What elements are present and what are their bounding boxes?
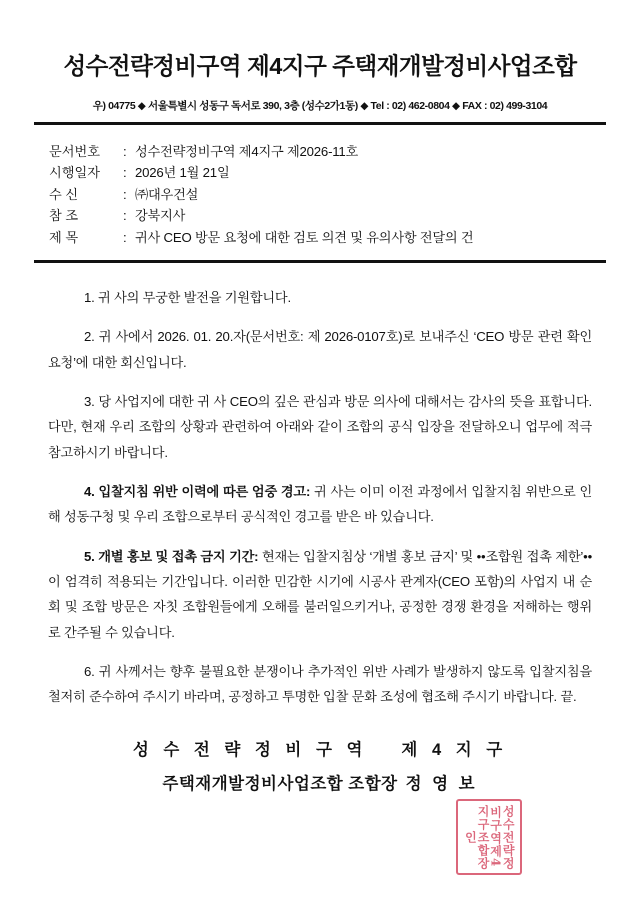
body-paragraph-3: 3. 당 사업지에 대한 귀 사 CEO의 깊은 관심과 방문 의사에 대해서는 감사의 뜻을 표합니다. 다만, 현재 우리 조합의 상황과 관련하여 아래와 같이 조합의 공식 입장을 전달하오니 업무에 적극 참고하시기 바랍니다. <box>48 393 592 460</box>
body-paragraph-5-lead: 5. 개별 홍보 및 접촉 금지 기간: <box>84 548 259 564</box>
body-paragraph-2: 2. 귀 사에서 2026. 01. 20.자(문서번호: 제 2026-0107호)로 보내주신 ‘CEO 방문 관련 확인 요청’에 대한 회신입니다. <box>48 329 592 370</box>
document-body <box>34 285 606 710</box>
meta-value-document-number: 성수전략정비구역 제4지구 제2026-11호 <box>135 144 359 159</box>
body-paragraph-5-text: 현재는 입찰지침상 ‘개별 홍보 금지’ 및 ••조합원 접촉 제한’••이 엄격히 적용되는 기간입니다. 이러한 민감한 시기에 시공사 관계자(CEO 포함)의 사업지 내 순회 및 조합 방문은 자칫 조합원들에게 오해를 불러일으키거나, 공정한 경쟁 환경을 저해하는 행위로 간주될 수 있습니다. <box>48 548 592 640</box>
signature-region: 성 수 전 략 정 비 구 역 <box>132 740 368 759</box>
body-paragraph-4-lead: 4. 입찰지침 위반 이력에 따른 엄중 경고: <box>84 483 311 499</box>
meta-value-issue-date: 2026년 1월 21일 <box>135 165 230 181</box>
meta-value-subject: 귀사 CEO 방문 요청에 대한 검토 의견 및 유의사항 전달의 건 <box>135 229 474 245</box>
signature-line-1 <box>34 736 606 760</box>
signature-block <box>34 736 606 794</box>
meta-separator: : <box>123 208 127 224</box>
meta-label-recipient: 수 신 <box>49 186 79 202</box>
meta-label-document-number: 문서번호 <box>49 144 100 159</box>
body-paragraph-5 <box>48 544 592 645</box>
signature-title: 주택재개발정비사업조합 조합장 <box>162 774 398 793</box>
official-seal-stamp <box>456 799 522 875</box>
signature-line-2 <box>34 770 606 794</box>
meta-row-document-number <box>49 141 606 162</box>
meta-separator: : <box>123 144 127 159</box>
signature-name: 정 영 보 <box>405 774 478 793</box>
meta-value-reference: 강북지사 <box>135 208 186 224</box>
meta-row-issue-date <box>49 162 606 183</box>
meta-label-issue-date: 시행일자 <box>49 165 100 181</box>
meta-row-recipient <box>49 184 606 205</box>
meta-divider <box>34 260 606 263</box>
document-meta <box>34 141 606 248</box>
body-paragraph-4 <box>48 479 592 530</box>
meta-separator: : <box>123 186 127 202</box>
body-paragraph-6: 6. 귀 사께서는 향후 불필요한 분쟁이나 추가적인 위반 사례가 발생하지 않도록 입찰지침을 철저히 준수하여 주시기 바라며, 공정하고 투명한 입찰 문화 조성에 협조해 주시기 바랍니다. 끝. <box>48 664 592 705</box>
body-paragraph-1: 1. 귀 사의 무궁한 발전을 기원합니다. <box>84 289 291 305</box>
meta-row-reference <box>49 205 606 226</box>
meta-row-subject <box>49 227 606 248</box>
body-paragraph-4-text: 귀 사는 이미 이전 과정에서 입찰지침 위반으로 인해 성동구청 및 우리 조합으로부터 공식적인 경고를 받은 바 있습니다. <box>48 483 592 525</box>
meta-label-reference: 참 조 <box>49 208 79 224</box>
signature-district: 제 4 지 구 <box>401 740 508 759</box>
seal-text: 성수전략정비구역제4지구조합장인 <box>463 804 516 870</box>
header-divider <box>34 122 606 125</box>
organization-title: 성수전략정비구역 제4지구 주택재개발정비사업조합 <box>63 53 577 79</box>
organization-address: 우) 04775 ◆ 서울특별시 성동구 독서로 390, 3층 (성수2가1동) ◆ Tel : 02) 462-0804 ◆ FAX : 02) 499-3104 <box>92 100 548 112</box>
meta-value-recipient: ㈜대우건설 <box>135 186 199 202</box>
meta-label-subject: 제 목 <box>49 229 79 245</box>
meta-separator: : <box>123 165 127 181</box>
document-page <box>0 47 640 921</box>
meta-separator: : <box>123 229 127 245</box>
